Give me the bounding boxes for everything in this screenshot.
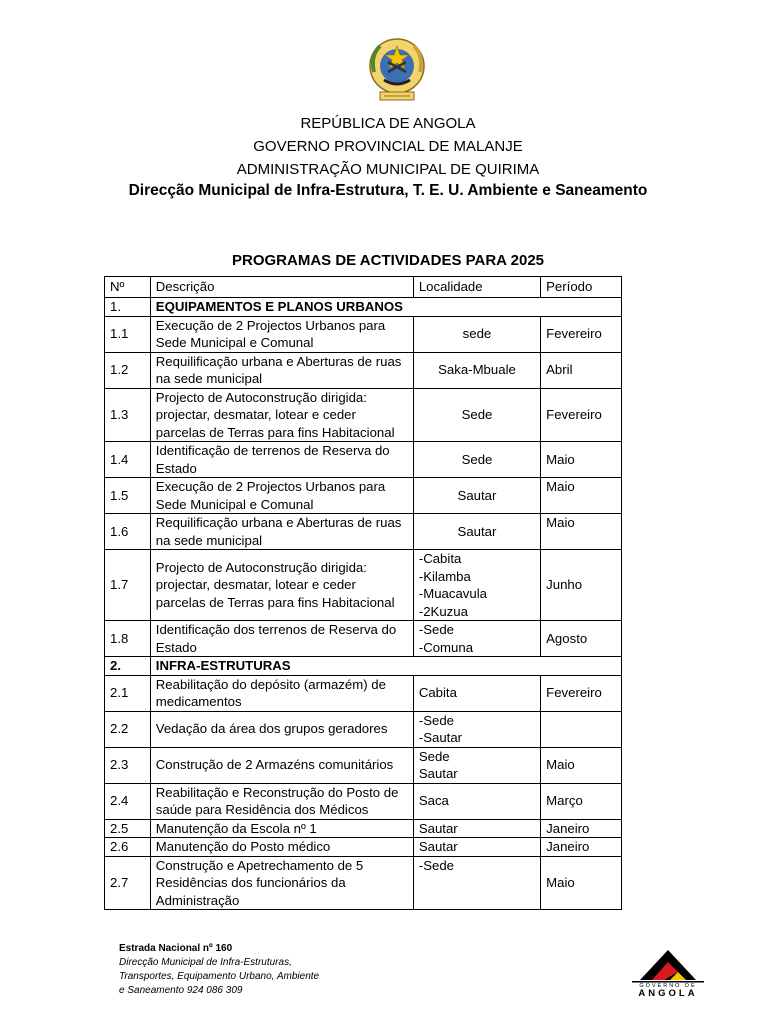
location-line: -Kilamba bbox=[418, 568, 471, 584]
table-header-row bbox=[105, 277, 622, 298]
item-description: Identificação de terrenos de Reserva do Estado bbox=[150, 442, 413, 478]
item-location bbox=[413, 711, 540, 747]
section-title: EQUIPAMENTOS E PLANOS URBANOS bbox=[150, 298, 621, 317]
item-description: Execução de 2 Projectos Urbanos para Sede Municipal e Comunal bbox=[150, 478, 413, 514]
header-provincial-government: GOVERNO PROVINCIAL DE MALANJE bbox=[253, 138, 523, 155]
item-description: Reabilitação do depósito (armazém) de medicamentos bbox=[150, 675, 413, 711]
table-row bbox=[105, 550, 622, 621]
table-row bbox=[105, 352, 622, 388]
section-row bbox=[105, 298, 622, 317]
item-location: Cabita bbox=[413, 675, 540, 711]
item-period bbox=[541, 711, 622, 747]
logo-text-bottom: ANGOLA bbox=[638, 988, 698, 996]
section-title: INFRA-ESTRUTURAS bbox=[150, 657, 621, 676]
item-period: Fevereiro bbox=[541, 388, 622, 442]
table-row bbox=[105, 783, 622, 819]
item-period: Janeiro bbox=[541, 838, 622, 857]
item-location: Sede bbox=[413, 442, 540, 478]
section-number: 1. bbox=[105, 298, 151, 317]
item-number: 2.4 bbox=[105, 783, 151, 819]
location-line: -Cabita bbox=[418, 551, 462, 566]
footer-direction-line1: Direcção Municipal de Infra-Estruturas, bbox=[119, 957, 292, 968]
item-location: Sautar bbox=[413, 514, 540, 550]
location-line: Sede bbox=[418, 748, 450, 764]
location-line: -Sautar bbox=[418, 730, 463, 745]
item-period: Março bbox=[541, 783, 622, 819]
item-location: Sautar bbox=[413, 478, 540, 514]
section-1-rows bbox=[105, 316, 622, 657]
item-period: Maio bbox=[541, 747, 622, 783]
item-period: Agosto bbox=[541, 621, 622, 657]
item-location: -Sede bbox=[413, 856, 540, 910]
item-period: Fevereiro bbox=[541, 316, 622, 352]
item-period: Maio bbox=[541, 442, 622, 478]
item-number: 1.2 bbox=[105, 352, 151, 388]
item-period: Abril bbox=[541, 352, 622, 388]
location-line: -Sede bbox=[418, 712, 455, 728]
table-row bbox=[105, 621, 622, 657]
item-description: Requilificação urbana e Aberturas de ruas na sede municipal bbox=[150, 352, 413, 388]
item-description: Projecto de Autoconstrução dirigida: projectar, desmatar, lotear e ceder parcelas de Terras para fins Habitacional bbox=[150, 550, 413, 621]
section-2-rows bbox=[105, 675, 622, 910]
item-description: Identificação dos terrenos de Reserva do Estado bbox=[150, 621, 413, 657]
angola-coat-of-arms-icon bbox=[366, 36, 428, 104]
footer-direction-line3: e Saneamento 924 086 309 bbox=[119, 985, 243, 996]
column-header-location: Localidade bbox=[413, 277, 540, 298]
item-number: 1.3 bbox=[105, 388, 151, 442]
column-header-number: Nº bbox=[105, 277, 151, 298]
item-number: 2.1 bbox=[105, 675, 151, 711]
item-period: Maio bbox=[541, 856, 622, 910]
location-line: -Comuna bbox=[418, 639, 474, 655]
table-row bbox=[105, 711, 622, 747]
section-number: 2. bbox=[105, 657, 151, 676]
item-location bbox=[413, 550, 540, 621]
footer-address bbox=[119, 942, 319, 998]
item-number: 1.5 bbox=[105, 478, 151, 514]
table-row bbox=[105, 675, 622, 711]
item-number: 1.8 bbox=[105, 621, 151, 657]
table-row bbox=[105, 442, 622, 478]
table-row bbox=[105, 478, 622, 514]
item-description: Requilificação urbana e Aberturas de ruas na sede municipal bbox=[150, 514, 413, 550]
governo-de-angola-logo bbox=[612, 946, 724, 996]
item-description: Manutenção da Escola nº 1 bbox=[150, 819, 413, 838]
item-period: Maio bbox=[541, 514, 622, 550]
table-row bbox=[105, 388, 622, 442]
location-line: -Muacavula bbox=[418, 586, 487, 601]
item-description: Reabilitação e Reconstrução do Posto de saúde para Residência dos Médicos bbox=[150, 783, 413, 819]
document-title: PROGRAMAS DE ACTIVIDADES PARA 2025 bbox=[232, 252, 544, 269]
item-period: Janeiro bbox=[541, 819, 622, 838]
column-header-period: Período bbox=[541, 277, 622, 298]
item-location: Saca bbox=[413, 783, 540, 819]
item-location: sede bbox=[413, 316, 540, 352]
table-row bbox=[105, 838, 622, 857]
item-location bbox=[413, 747, 540, 783]
item-number: 2.6 bbox=[105, 838, 151, 857]
table-row bbox=[105, 819, 622, 838]
location-line: -Sede bbox=[418, 622, 455, 637]
item-number: 1.4 bbox=[105, 442, 151, 478]
item-number: 2.3 bbox=[105, 747, 151, 783]
table-row bbox=[105, 514, 622, 550]
location-line: -2Kuzua bbox=[418, 603, 468, 619]
item-description: Vedação da área dos grupos geradores bbox=[150, 711, 413, 747]
item-number: 1.6 bbox=[105, 514, 151, 550]
item-period: Maio bbox=[541, 478, 622, 514]
item-description: Execução de 2 Projectos Urbanos para Sede Municipal e Comunal bbox=[150, 316, 413, 352]
logo-text-top: GOVERNO DE bbox=[639, 983, 697, 989]
activities-table bbox=[104, 276, 622, 910]
item-description: Projecto de Autoconstrução dirigida: projectar, desmatar, lotear e ceder parcelas de Terras para fins Habitacional bbox=[150, 388, 413, 442]
item-location: Sautar bbox=[413, 819, 540, 838]
table-row bbox=[105, 316, 622, 352]
item-description: Construção e Apetrechamento de 5 Residências dos funcionários da Administração bbox=[150, 856, 413, 910]
item-number: 1.7 bbox=[105, 550, 151, 621]
header-municipal-administration: ADMINISTRAÇÃO MUNICIPAL DE QUIRIMA bbox=[236, 161, 540, 178]
item-number: 2.7 bbox=[105, 856, 151, 910]
item-period: Junho bbox=[541, 550, 622, 621]
footer-direction-line2: Transportes, Equipamento Urbano, Ambiente bbox=[119, 971, 320, 982]
item-location: Saka-Mbuale bbox=[413, 352, 540, 388]
item-location: Sautar bbox=[413, 838, 540, 857]
table-row bbox=[105, 856, 622, 910]
location-line: Sautar bbox=[418, 766, 458, 781]
footer-road: Estrada Nacional nº 160 bbox=[119, 943, 233, 954]
table-row bbox=[105, 747, 622, 783]
item-number: 2.2 bbox=[105, 711, 151, 747]
header-republic: REPÚBLICA DE ANGOLA bbox=[300, 115, 476, 132]
item-number: 1.1 bbox=[105, 316, 151, 352]
item-period: Fevereiro bbox=[541, 675, 622, 711]
item-location: Sede bbox=[413, 388, 540, 442]
item-description: Manutenção do Posto médico bbox=[150, 838, 413, 857]
item-number: 2.5 bbox=[105, 819, 151, 838]
item-description: Construção de 2 Armazéns comunitários bbox=[150, 747, 413, 783]
column-header-description: Descrição bbox=[150, 277, 413, 298]
document-header bbox=[0, 112, 768, 201]
item-location bbox=[413, 621, 540, 657]
header-direction: Direcção Municipal de Infra-Estrutura, T. E. U. Ambiente e Saneamento bbox=[128, 182, 648, 199]
section-row bbox=[105, 657, 622, 676]
